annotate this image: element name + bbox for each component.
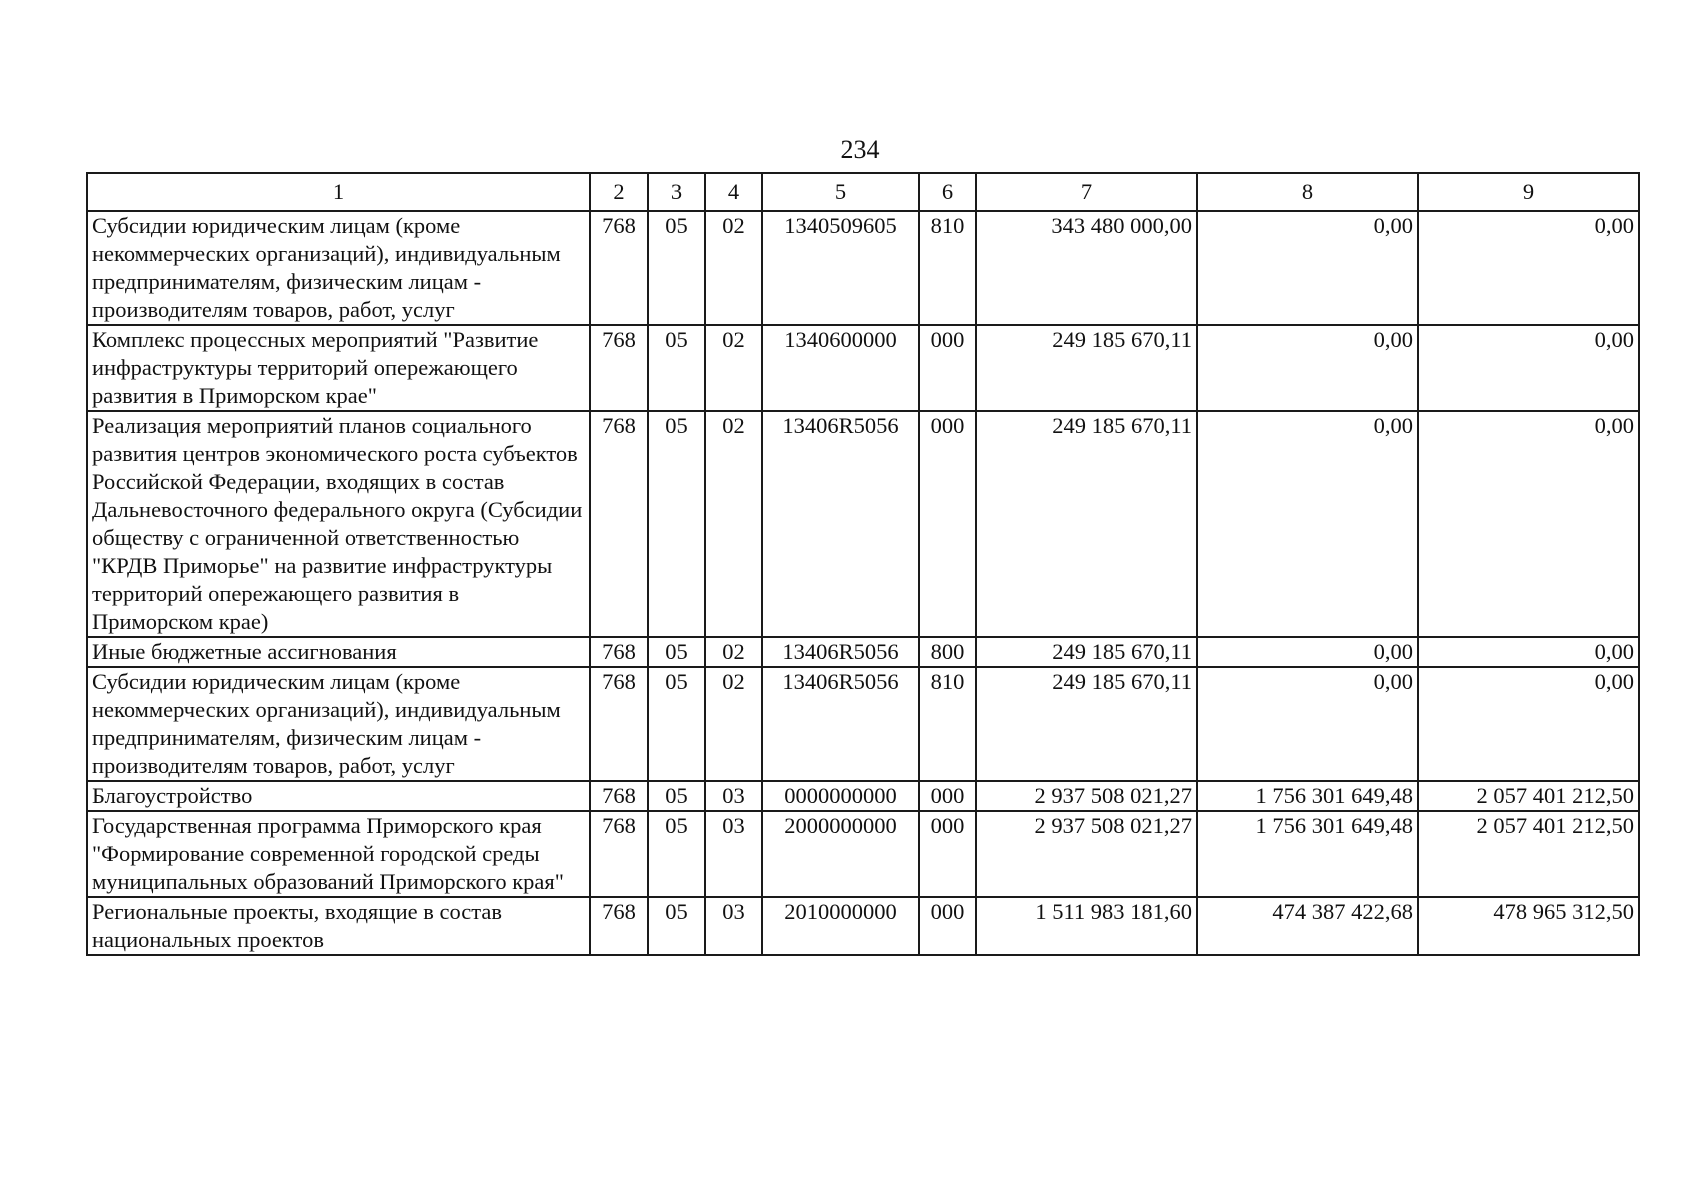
column-header-3: 3 (648, 173, 705, 211)
subsection-code: 02 (705, 667, 762, 781)
target-item-code: 13406R5056 (762, 667, 919, 781)
table-row (87, 411, 1639, 637)
amount-col-8: 1 756 301 649,48 (1197, 811, 1418, 897)
section-code: 05 (648, 667, 705, 781)
subsection-code: 03 (705, 781, 762, 811)
ministry-code: 768 (590, 811, 648, 897)
section-code: 05 (648, 781, 705, 811)
header-row (87, 173, 1639, 211)
row-name: Благоустройство (87, 781, 590, 811)
amount-col-8: 0,00 (1197, 411, 1418, 637)
column-header-9: 9 (1418, 173, 1639, 211)
ministry-code: 768 (590, 637, 648, 667)
row-name: Региональные проекты, входящие в состав национальных проектов (87, 897, 590, 955)
amount-col-9: 2 057 401 212,50 (1418, 811, 1639, 897)
amount-col-8: 1 756 301 649,48 (1197, 781, 1418, 811)
table-header (87, 173, 1639, 211)
target-item-code: 2010000000 (762, 897, 919, 955)
section-code: 05 (648, 637, 705, 667)
amount-col-7: 249 185 670,11 (976, 667, 1197, 781)
target-item-code: 1340509605 (762, 211, 919, 325)
section-code: 05 (648, 211, 705, 325)
expense-type-code: 810 (919, 211, 976, 325)
expense-type-code: 000 (919, 897, 976, 955)
amount-col-7: 343 480 000,00 (976, 211, 1197, 325)
subsection-code: 03 (705, 811, 762, 897)
amount-col-8: 0,00 (1197, 325, 1418, 411)
table-row (87, 811, 1639, 897)
section-code: 05 (648, 811, 705, 897)
subsection-code: 02 (705, 637, 762, 667)
expense-type-code: 000 (919, 411, 976, 637)
table-row (87, 637, 1639, 667)
amount-col-9: 0,00 (1418, 325, 1639, 411)
expense-type-code: 810 (919, 667, 976, 781)
ministry-code: 768 (590, 667, 648, 781)
table-row (87, 781, 1639, 811)
table-body (87, 211, 1639, 955)
amount-col-9: 0,00 (1418, 411, 1639, 637)
amount-col-9: 2 057 401 212,50 (1418, 781, 1639, 811)
section-code: 05 (648, 897, 705, 955)
ministry-code: 768 (590, 781, 648, 811)
page-number: 234 (840, 135, 880, 164)
amount-col-9: 0,00 (1418, 211, 1639, 325)
amount-col-7: 249 185 670,11 (976, 325, 1197, 411)
table-row (87, 325, 1639, 411)
expense-type-code: 000 (919, 781, 976, 811)
amount-col-8: 0,00 (1197, 667, 1418, 781)
table-row (87, 897, 1639, 955)
amount-col-7: 1 511 983 181,60 (976, 897, 1197, 955)
subsection-code: 02 (705, 325, 762, 411)
amount-col-8: 0,00 (1197, 211, 1418, 325)
row-name: Иные бюджетные ассигнования (87, 637, 590, 667)
expense-type-code: 800 (919, 637, 976, 667)
target-item-code: 0000000000 (762, 781, 919, 811)
table-row (87, 667, 1639, 781)
section-code: 05 (648, 411, 705, 637)
subsection-code: 03 (705, 897, 762, 955)
section-code: 05 (648, 325, 705, 411)
amount-col-9: 0,00 (1418, 637, 1639, 667)
subsection-code: 02 (705, 211, 762, 325)
row-name: Государственная программа Приморского края "Формирование современной городской среды муниципальных образований Приморского края" (87, 811, 590, 897)
amount-col-7: 249 185 670,11 (976, 637, 1197, 667)
row-name: Реализация мероприятий планов социального развития центров экономического роста субъектов Российской Федерации, входящих в состав Дальневосточного федерального округа (Субсидии обществу с ограниченной ответственностью "КРДВ Приморье" на развитие инфраструктуры территорий опережающего развития в Приморском крае) (87, 411, 590, 637)
expense-type-code: 000 (919, 325, 976, 411)
amount-col-9: 0,00 (1418, 667, 1639, 781)
row-name: Комплекс процессных мероприятий "Развитие инфраструктуры территорий опережающего развития в Приморском крае" (87, 325, 590, 411)
column-header-8: 8 (1197, 173, 1418, 211)
amount-col-8: 474 387 422,68 (1197, 897, 1418, 955)
ministry-code: 768 (590, 897, 648, 955)
target-item-code: 1340600000 (762, 325, 919, 411)
column-header-6: 6 (919, 173, 976, 211)
subsection-code: 02 (705, 411, 762, 637)
amount-col-7: 249 185 670,11 (976, 411, 1197, 637)
ministry-code: 768 (590, 325, 648, 411)
row-name: Субсидии юридическим лицам (кроме некоммерческих организаций), индивидуальным предпринимателям, физическим лицам - производителям товаров, работ, услуг (87, 211, 590, 325)
target-item-code: 13406R5056 (762, 637, 919, 667)
amount-col-7: 2 937 508 021,27 (976, 781, 1197, 811)
column-header-5: 5 (762, 173, 919, 211)
budget-table (86, 172, 1640, 956)
amount-col-7: 2 937 508 021,27 (976, 811, 1197, 897)
row-name: Субсидии юридическим лицам (кроме некоммерческих организаций), индивидуальным предпринимателям, физическим лицам - производителям товаров, работ, услуг (87, 667, 590, 781)
column-header-2: 2 (590, 173, 648, 211)
amount-col-9: 478 965 312,50 (1418, 897, 1639, 955)
column-header-7: 7 (976, 173, 1197, 211)
target-item-code: 2000000000 (762, 811, 919, 897)
column-header-1: 1 (87, 173, 590, 211)
target-item-code: 13406R5056 (762, 411, 919, 637)
table-row (87, 211, 1639, 325)
expense-type-code: 000 (919, 811, 976, 897)
amount-col-8: 0,00 (1197, 637, 1418, 667)
ministry-code: 768 (590, 411, 648, 637)
column-header-4: 4 (705, 173, 762, 211)
ministry-code: 768 (590, 211, 648, 325)
